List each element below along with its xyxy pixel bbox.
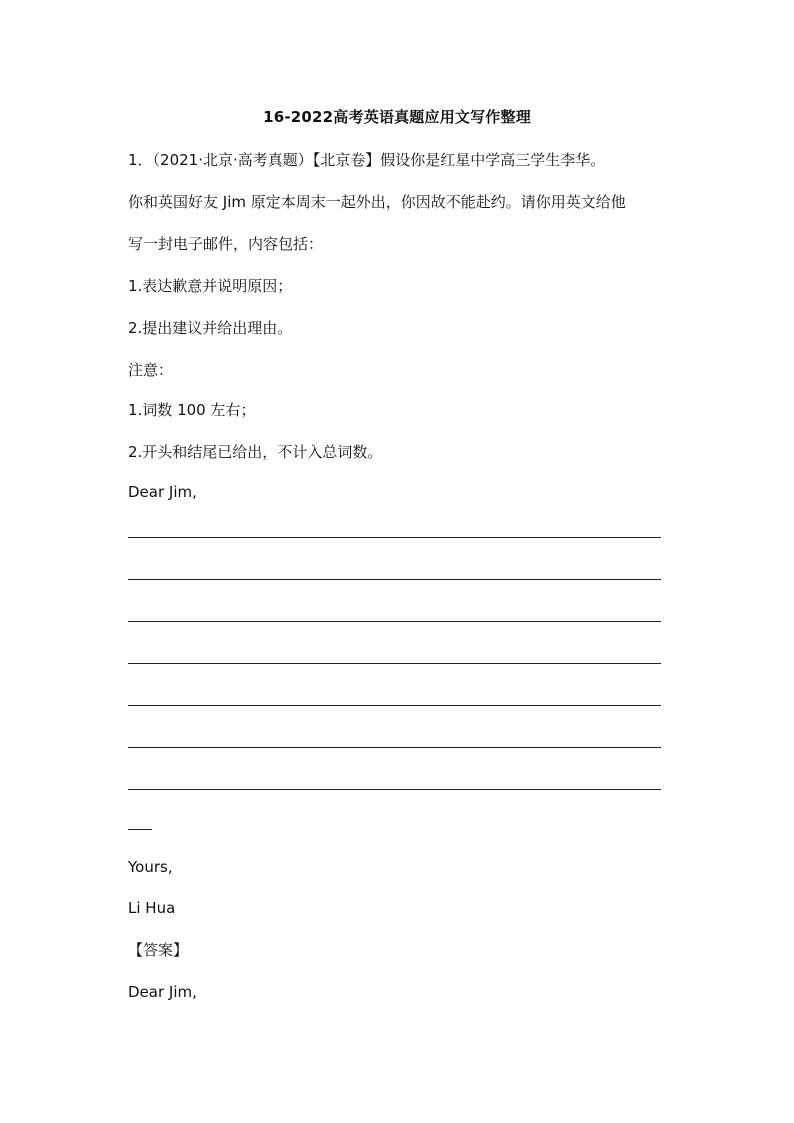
answer-label: 【答案】 xyxy=(128,941,189,959)
content-point-2: 2.提出建议并给出理由。 xyxy=(128,319,293,337)
answer-greeting: Dear Jim, xyxy=(128,983,197,1001)
letter-greeting: Dear Jim, xyxy=(128,483,197,501)
question-line-2: 你和英国好友 Jim 原定本周末一起外出，你因故不能赴约。请你用英文给他 xyxy=(128,193,626,211)
question-line-3: 写一封电子邮件，内容包括： xyxy=(128,235,324,253)
answer-blank-line xyxy=(128,537,661,538)
answer-blank-line xyxy=(128,621,661,622)
answer-blank-line xyxy=(128,789,661,790)
answer-blank-line-end xyxy=(128,829,152,830)
note-item-1: 1.词数 100 左右； xyxy=(128,401,256,419)
question-line-1: 1．（2021·北京·高考真题）【北京卷】假设你是红星中学高三学生李华。 xyxy=(128,151,606,169)
answer-blank-line xyxy=(128,663,661,664)
note-label: 注意： xyxy=(128,361,174,379)
note-item-2: 2.开头和结尾已给出，不计入总词数。 xyxy=(128,443,383,461)
document-title: 16-2022高考英语真题应用文写作整理 xyxy=(263,108,531,126)
letter-signature: Li Hua xyxy=(128,899,176,917)
answer-blank-line xyxy=(128,579,661,580)
content-point-1: 1.表达歉意并说明原因； xyxy=(128,277,293,295)
answer-blank-line xyxy=(128,705,661,706)
letter-closing: Yours, xyxy=(128,858,173,876)
answer-blank-line xyxy=(128,747,661,748)
